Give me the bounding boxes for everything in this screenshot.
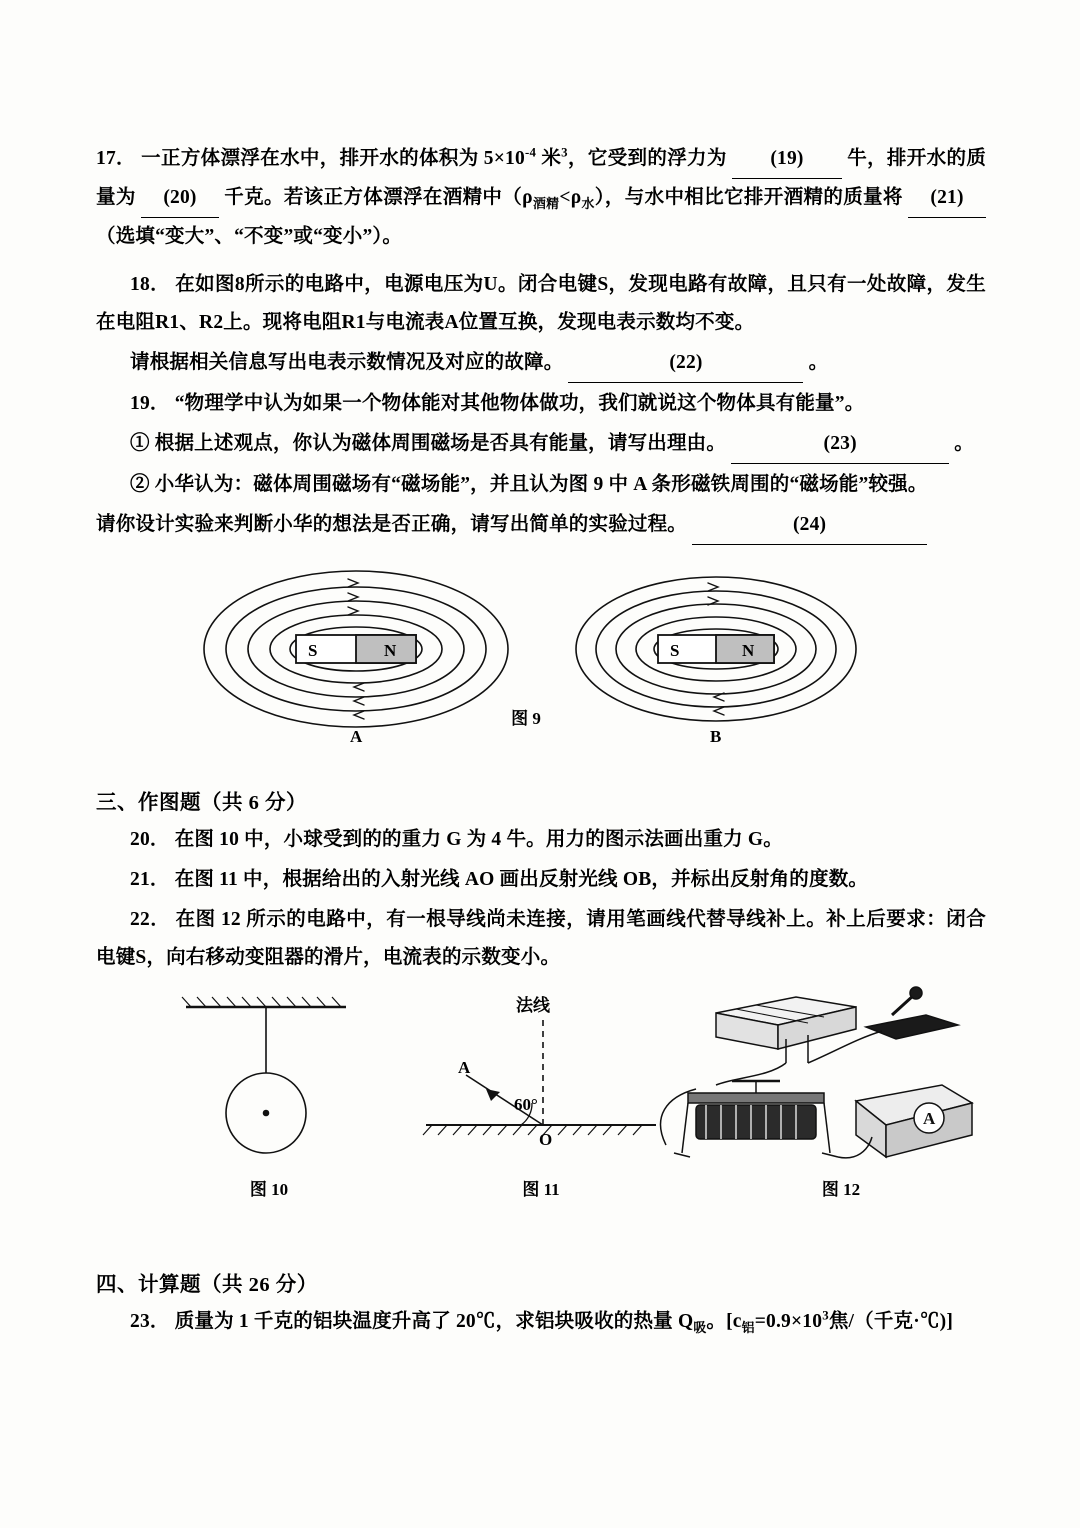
q17-text-4: 牛，排开水的质量为	[96, 148, 987, 209]
figure-10-caption: 图 10	[249, 1180, 289, 1200]
question-23	[96, 1303, 986, 1341]
q17-text-3: ，它受到的浮力为	[567, 148, 727, 169]
magnet-b-south-label: S	[670, 641, 680, 661]
q17-exp-2: 3	[561, 145, 568, 160]
q23-text-1: 质量为 1 千克的铝块温度升高了 20℃，求铝块吸收的热量 Q	[174, 1311, 694, 1333]
magnet-a-south-label: S	[308, 641, 318, 661]
figures-svg	[96, 985, 986, 1185]
q18-blank-22[interactable]: (22)	[568, 344, 803, 383]
figure-11-ray-label: A	[458, 1058, 471, 1078]
question-19	[96, 385, 986, 423]
q19-blank-24[interactable]: (24)	[692, 506, 927, 545]
q17-blank-21[interactable]: (21)	[908, 179, 986, 218]
q17-text-1: 一正方体漂浮在水中，排开水的体积为 5×10	[141, 148, 525, 169]
q19-sub1-marker: ①	[130, 433, 150, 455]
question-18-line2	[96, 344, 986, 383]
question-19-sub2	[96, 466, 986, 504]
q18-line2-before: 请根据相关信息写出电表示数情况及对应的故障。	[130, 352, 564, 374]
figure-9	[96, 559, 986, 759]
q17-text-6: <ρ	[559, 187, 582, 209]
q17-text-2: 米	[536, 148, 562, 169]
figure-11-origin-label: O	[539, 1130, 553, 1150]
q17-text-8: （选填“变大”、“不变”或“变小”）。	[96, 226, 403, 248]
magnet-a-north-label: N	[384, 641, 397, 661]
q17-sub-1: 酒精	[532, 196, 560, 211]
q17-number: 17．	[96, 148, 136, 169]
q17-sub-2: 水	[581, 196, 595, 211]
q19-sub2-marker: ②	[130, 474, 150, 496]
magnet-a-label: A	[350, 727, 363, 747]
question-18	[96, 266, 986, 342]
figure-11-angle-label: 60°	[514, 1095, 538, 1115]
q19-sub2-text: 小华认为：磁体周围磁场有“磁场能”，并且认为图 9 中 A 条形磁铁周围的“磁场能”较强。	[154, 474, 928, 496]
magnet-b-north-label: N	[742, 641, 755, 661]
section-3-title: 三、作图题（共 6 分）	[96, 792, 307, 815]
q17-blank-20[interactable]: (20)	[141, 179, 219, 218]
q19-sub2-line2-before: 请你设计实验来判断小华的想法是否正确，请写出简单的实验过程。	[96, 514, 688, 536]
figure-12-ammeter-label: A	[923, 1109, 936, 1129]
figure-11-normal-label: 法线	[516, 996, 550, 1016]
q22-number: 22．	[130, 909, 171, 931]
q21-text: 在图 11 中，根据给出的入射光线 AO 画出反射光线 OB，并标出反射角的度数。	[174, 869, 869, 891]
magnet-b-label: B	[710, 727, 722, 747]
figure-12-caption: 图 12	[821, 1180, 861, 1200]
q21-number: 21．	[130, 869, 170, 891]
q23-text-4: 焦/（千克·℃)]	[828, 1311, 954, 1333]
q18-number: 18．	[130, 274, 170, 296]
q17-exp-1: -4	[524, 145, 537, 160]
question-19-sub1	[96, 425, 986, 464]
q23-sub-1: 吸	[693, 1321, 707, 1336]
q22-text: 在图 12 所示的电路中，有一根导线尚未连接，请用笔画线代替导线补上。补上后要求：闭合电键S，向右移动变阻器的滑片，电流表的示数变小。	[96, 909, 986, 969]
q17-text-5: 千克。若该正方体漂浮在酒精中（ρ	[224, 187, 533, 209]
q23-text-3: =0.9×10	[754, 1311, 823, 1333]
question-20	[96, 821, 986, 859]
q19-sub1-text: 根据上述观点，你认为磁体周围磁场是否具有能量，请写出理由。	[154, 433, 727, 455]
q23-exp-1: 3	[822, 1308, 829, 1323]
question-22	[96, 901, 986, 977]
q20-number: 20．	[130, 829, 170, 851]
question-21	[96, 861, 986, 899]
q19-number: 19．	[130, 393, 170, 415]
figure-9-caption: 图 9	[511, 709, 541, 729]
q18-line1: 在如图8所示的电路中，电源电压为U。闭合电键S，发现电路有故障，且只有一处故障，发生在电阻R1、R2上。现将电阻R1与电流表A位置互换，发现电表示数均不变。	[96, 274, 987, 334]
q23-number: 23．	[130, 1311, 170, 1333]
figure-12-drawing	[661, 987, 972, 1158]
question-17	[96, 140, 986, 256]
q23-text-2: 。[c	[706, 1311, 742, 1333]
q17-text-7: ），与水中相比它排开酒精的质量将	[594, 187, 903, 209]
q19-sub1-after: 。	[954, 433, 974, 455]
page-content	[96, 140, 986, 1343]
section-4-title: 四、计算题（共 26 分）	[96, 1274, 318, 1297]
q20-text: 在图 10 中，小球受到的的重力 G 为 4 牛。用力的图示法画出重力 G。	[174, 829, 783, 851]
q19-blank-23[interactable]: (23)	[731, 425, 949, 464]
q19-stem: “物理学中认为如果一个物体能对其他物体做功，我们就说这个物体具有能量”。	[174, 393, 865, 415]
q18-line2-after: 。	[808, 352, 829, 374]
figure-10-drawing	[182, 997, 346, 1153]
figures-10-11-12	[96, 985, 986, 1215]
q23-sub-2: 铝	[741, 1321, 755, 1336]
q17-blank-19[interactable]: (19)	[732, 140, 842, 179]
question-19-sub2-line2	[96, 506, 986, 545]
figure-11-caption: 图 11	[522, 1180, 560, 1200]
